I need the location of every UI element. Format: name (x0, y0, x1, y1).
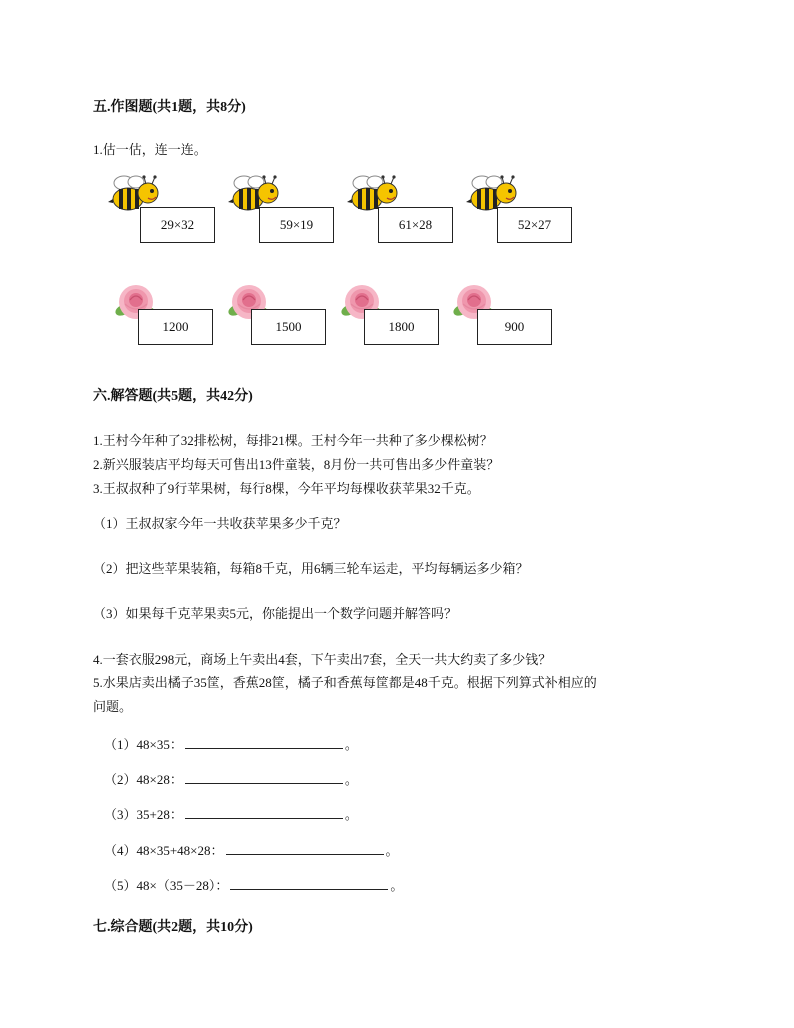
period: 。 (344, 807, 358, 822)
value-box: 1500 (251, 309, 326, 345)
value-box: 1200 (138, 309, 213, 345)
value-box: 1800 (364, 309, 439, 345)
item-label: （4） (104, 843, 137, 858)
answer-blank[interactable] (185, 771, 343, 784)
fill-blank-item (104, 840, 399, 859)
fill-blank-item (104, 875, 403, 894)
fill-blank-item (104, 734, 358, 753)
period: 。 (344, 737, 358, 752)
item-label: （1） (104, 737, 137, 752)
item-label: （3） (104, 807, 137, 822)
expression-box: 61×28 (378, 207, 453, 243)
section7-heading: 七.综合题(共2题，共10分) (93, 920, 253, 935)
answer-blank[interactable] (226, 842, 384, 855)
answer-blank[interactable] (185, 736, 343, 749)
item-expression: 48×35+48×28： (136, 843, 224, 858)
sub-question-text: （2）把这些苹果装箱，每箱8千克，用6辆三轮车运走，平均每辆运多少箱？ (93, 561, 529, 576)
question-text: 1.估一估，连一连。 (93, 142, 207, 157)
question-text: 2.新兴服装店平均每天可售出13件童装，8月份一共可售出多少件童装？ (93, 457, 500, 472)
sub-question-text: （3）如果每千克苹果卖5元，你能提出一个数学问题并解答吗？ (93, 606, 458, 621)
period: 。 (344, 772, 358, 787)
expression-box: 59×19 (259, 207, 334, 243)
sub-question-text: （1）王叔叔家今年一共收获苹果多少千克？ (93, 516, 347, 531)
fill-blank-item (104, 804, 358, 823)
item-label: （5） (104, 878, 137, 893)
item-expression: 48×（35－28）： (136, 878, 229, 893)
section5-heading: 五.作图题(共1题，共8分) (93, 100, 246, 115)
expression-box: 52×27 (497, 207, 572, 243)
expression-box: 29×32 (140, 207, 215, 243)
period: 。 (390, 878, 404, 893)
section6-heading: 六.解答题(共5题，共42分) (93, 389, 253, 404)
answer-blank[interactable] (230, 877, 388, 890)
question-text: 4.一套衣服298元，商场上午卖出4套，下午卖出7套，全天一共大约卖了多少钱？ (93, 652, 552, 667)
question-text: 问题。 (93, 699, 133, 714)
item-expression: 35+28： (136, 807, 183, 822)
item-label: （2） (104, 772, 137, 787)
item-expression: 48×35： (136, 737, 183, 752)
fill-blank-item (104, 769, 358, 788)
item-expression: 48×28： (136, 772, 183, 787)
value-box: 900 (477, 309, 552, 345)
answer-blank[interactable] (185, 806, 343, 819)
period: 。 (385, 843, 399, 858)
question-text: 5.水果店卖出橘子35筐，香蕉28筐，橘子和香蕉每筐都是48千克。根据下列算式补相应的 (93, 675, 597, 690)
question-text: 1.王村今年种了32排松树，每排21棵。王村今年一共种了多少棵松树？ (93, 433, 493, 448)
question-text: 3.王叔叔种了9行苹果树，每行8棵，今年平均每棵收获苹果32千克。 (93, 481, 480, 496)
